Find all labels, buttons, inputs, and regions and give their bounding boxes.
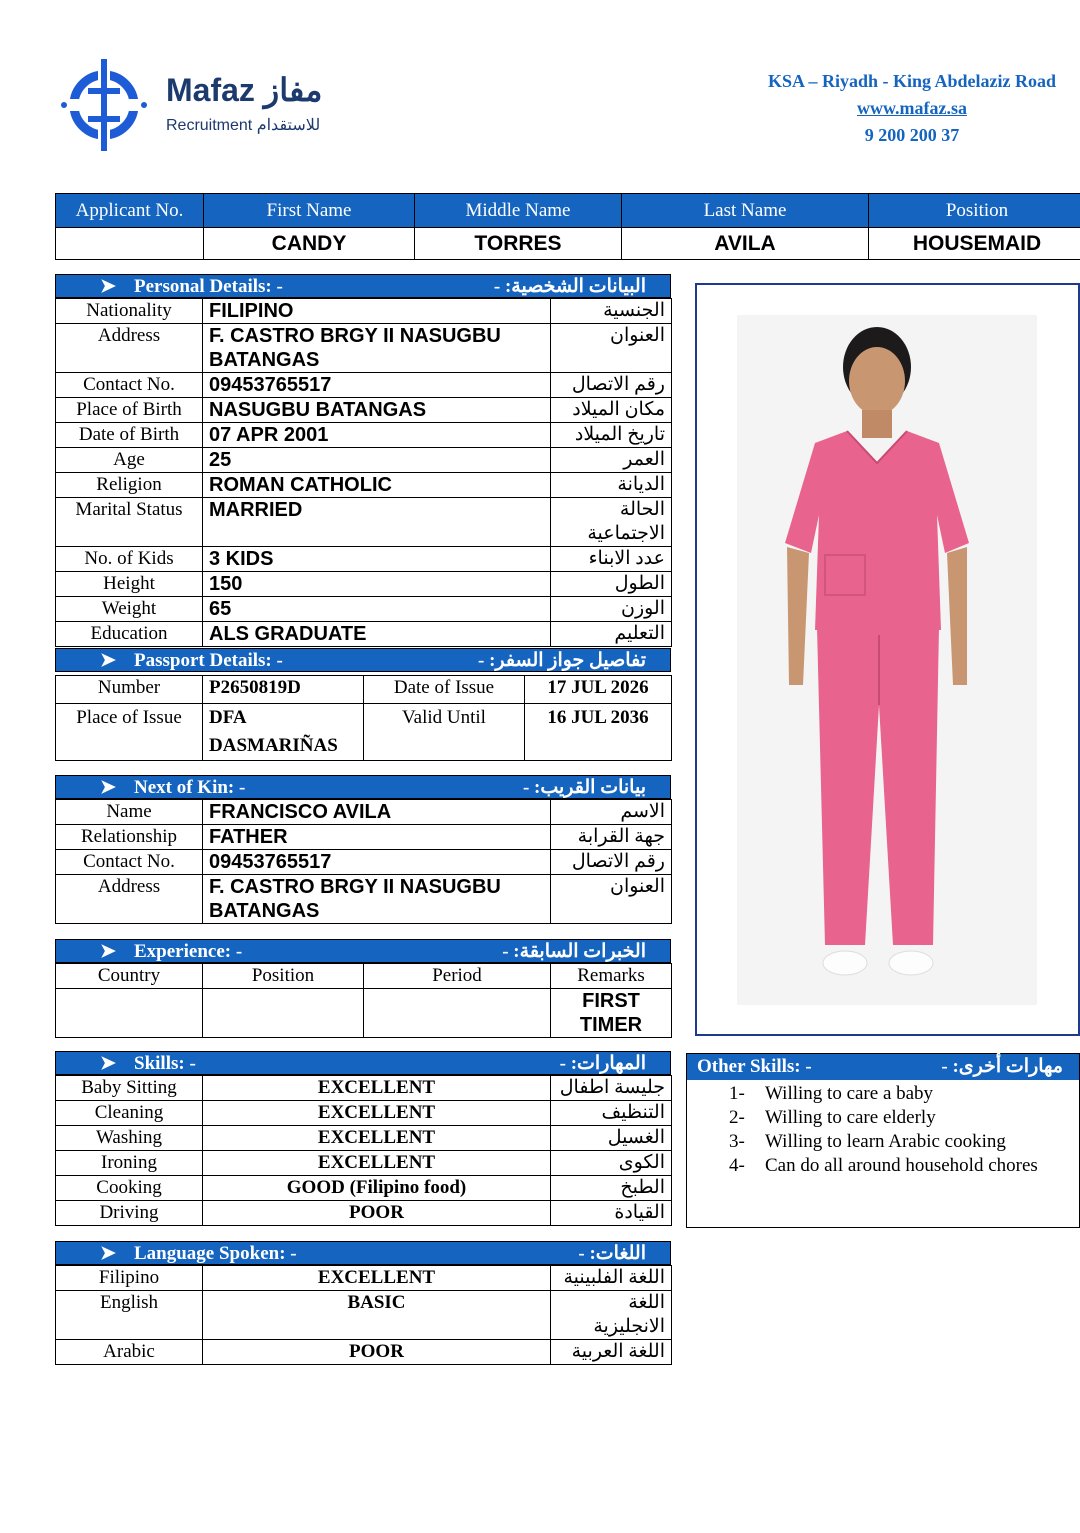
- personal-label: Date of Birth: [56, 423, 203, 448]
- personal-value: 3 KIDS: [203, 547, 551, 572]
- personal-arabic-label: عدد الابناء: [551, 547, 672, 572]
- personal-arabic-label: الطول: [551, 572, 672, 597]
- skill-label: Baby Sitting: [56, 1076, 203, 1101]
- kin-arabic-label: جهة القرابة: [551, 825, 672, 850]
- contact-address: KSA – Riyadh - King Abdelaziz Road: [767, 71, 1056, 91]
- valid-until-label: Valid Until: [364, 704, 525, 761]
- personal-value: NASUGBU BATANGAS: [203, 398, 551, 423]
- skill-arabic-label: الغسيل: [551, 1126, 672, 1151]
- personal-value: ALS GRADUATE: [203, 622, 551, 647]
- personal-label: Weight: [56, 597, 203, 622]
- position-header: Position: [869, 194, 1080, 228]
- personal-row: [56, 572, 672, 597]
- personal-label: Contact No.: [56, 373, 203, 398]
- personal-row: [56, 473, 672, 498]
- other-skill-item: [729, 1154, 1038, 1178]
- applicant-no-value: [56, 228, 204, 260]
- kin-row: [56, 850, 672, 875]
- place-of-issue-value: DFA DASMARIÑAS: [203, 704, 364, 761]
- other-skill-item: [729, 1130, 1038, 1154]
- website-link[interactable]: www.mafaz.sa: [856, 98, 967, 118]
- first-name-value: CANDY: [204, 228, 415, 260]
- skill-value: EXCELLENT: [203, 1101, 551, 1126]
- personal-value: 09453765517: [203, 373, 551, 398]
- exp-period-value: [364, 989, 551, 1038]
- personal-row: [56, 622, 672, 647]
- exp-position-header: Position: [203, 964, 364, 989]
- personal-row: [56, 547, 672, 572]
- exp-country-header: Country: [56, 964, 203, 989]
- other-skill-item: [729, 1106, 1038, 1130]
- skill-arabic-label: جليسة اطفال: [551, 1076, 672, 1101]
- personal-arabic-label: العمر: [551, 448, 672, 473]
- passport-number-label: Number: [56, 676, 203, 704]
- kin-value: FRANCISCO AVILA: [203, 800, 551, 825]
- language-value: BASIC: [203, 1291, 551, 1340]
- personal-arabic-label: الديانة: [551, 473, 672, 498]
- personal-label: Education: [56, 622, 203, 647]
- other-skills-box: [686, 1053, 1080, 1228]
- applicant-photo: [695, 283, 1080, 1036]
- personal-value: 07 APR 2001: [203, 423, 551, 448]
- personal-label: Address: [56, 324, 203, 373]
- language-label: Arabic: [56, 1340, 203, 1365]
- skill-arabic-label: الطبخ: [551, 1176, 672, 1201]
- kin-arabic-label: العنوان: [551, 875, 672, 924]
- skill-value: EXCELLENT: [203, 1076, 551, 1101]
- issue-date-label: Date of Issue: [364, 676, 525, 704]
- language-row: [56, 1340, 672, 1365]
- applicant-table: [55, 193, 1080, 260]
- kin-label: Relationship: [56, 825, 203, 850]
- skill-row: [56, 1176, 672, 1201]
- personal-arabic-label: الوزن: [551, 597, 672, 622]
- kin-label: Name: [56, 800, 203, 825]
- personal-arabic-label: العنوان: [551, 324, 672, 373]
- exp-remarks-value: FIRST TIMER: [551, 989, 672, 1038]
- skill-row: [56, 1076, 672, 1101]
- place-of-issue-label: Place of Issue: [56, 704, 203, 761]
- language-row: [56, 1291, 672, 1340]
- personal-value: MARRIED: [203, 498, 551, 547]
- other-skills-list: [729, 1082, 1038, 1178]
- next-of-kin-header: ➤ Next of Kin: - بيانات القريب: -: [55, 775, 671, 799]
- personal-value: 150: [203, 572, 551, 597]
- personal-label: No. of Kids: [56, 547, 203, 572]
- personal-arabic-label: مكان الميلاد: [551, 398, 672, 423]
- personal-label: Marital Status: [56, 498, 203, 547]
- skills-header: ➤ Skills: - المهارات: -: [55, 1051, 671, 1075]
- skill-value: EXCELLENT: [203, 1126, 551, 1151]
- personal-arabic-label: تاريخ الميلاد: [551, 423, 672, 448]
- language-label: English: [56, 1291, 203, 1340]
- other-skill-number: 3-: [729, 1131, 745, 1152]
- experience-table: [55, 963, 672, 1038]
- personal-row: [56, 597, 672, 622]
- language-row: [56, 1266, 672, 1291]
- last-name-value: AVILA: [622, 228, 869, 260]
- personal-row: [56, 299, 672, 324]
- personal-arabic-label: التعليم: [551, 622, 672, 647]
- other-skill-text: Willing to care a baby: [765, 1083, 934, 1104]
- exp-country-value: [56, 989, 203, 1038]
- language-arabic-label: اللغة العربية: [551, 1340, 672, 1365]
- personal-arabic-label: رقم الاتصال: [551, 373, 672, 398]
- brand-logo: [58, 55, 358, 155]
- kin-value: FATHER: [203, 825, 551, 850]
- position-value: HOUSEMAID: [869, 228, 1080, 260]
- skill-label: Cooking: [56, 1176, 203, 1201]
- personal-row: [56, 324, 672, 373]
- contact-phone: 9 200 200 37: [864, 125, 960, 145]
- skill-row: [56, 1126, 672, 1151]
- personal-arabic-label: الجنسية: [551, 299, 672, 324]
- skill-arabic-label: الكوى: [551, 1151, 672, 1176]
- next-of-kin-table: [55, 799, 672, 924]
- last-name-header: Last Name: [622, 194, 869, 228]
- arrow-bullet-icon: ➤: [100, 650, 116, 671]
- other-skill-item: [729, 1082, 1038, 1106]
- arrow-bullet-icon: ➤: [100, 1053, 116, 1074]
- exp-position-value: [203, 989, 364, 1038]
- skill-label: Driving: [56, 1201, 203, 1226]
- personal-details-table: [55, 298, 672, 647]
- contact-block: [768, 68, 1056, 149]
- passport-number-value: P2650819D: [203, 676, 364, 704]
- brand-subtitle: Recruitment للاستقدام: [166, 117, 321, 134]
- other-skills-header: Other Skills: - مهارات أخرى: -: [687, 1054, 1079, 1080]
- kin-label: Address: [56, 875, 203, 924]
- personal-value: F. CASTRO BRGY II NASUGBU BATANGAS: [203, 324, 551, 373]
- personal-value: ROMAN CATHOLIC: [203, 473, 551, 498]
- personal-label: Age: [56, 448, 203, 473]
- applicant-photo-illustration: [697, 285, 1078, 1034]
- valid-until-value: 16 JUL 2036: [525, 704, 672, 761]
- kin-arabic-label: رقم الاتصال: [551, 850, 672, 875]
- personal-label: Height: [56, 572, 203, 597]
- language-header: ➤ Language Spoken: - اللغات: -: [55, 1241, 671, 1265]
- skill-value: POOR: [203, 1201, 551, 1226]
- language-value: POOR: [203, 1340, 551, 1365]
- personal-label: Religion: [56, 473, 203, 498]
- skill-label: Cleaning: [56, 1101, 203, 1126]
- personal-label: Place of Birth: [56, 398, 203, 423]
- exp-remarks-header: Remarks: [551, 964, 672, 989]
- language-label: Filipino: [56, 1266, 203, 1291]
- skills-table: [55, 1075, 672, 1226]
- middle-name-value: TORRES: [415, 228, 622, 260]
- mafaz-logo-icon: [58, 55, 150, 155]
- kin-row: [56, 825, 672, 850]
- skill-label: Washing: [56, 1126, 203, 1151]
- skill-arabic-label: القيادة: [551, 1201, 672, 1226]
- other-skill-text: Willing to learn Arabic cooking: [765, 1131, 1006, 1152]
- kin-row: [56, 800, 672, 825]
- passport-table: [55, 675, 672, 761]
- brand-name: Mafaz مفاز: [166, 72, 323, 108]
- exp-period-header: Period: [364, 964, 551, 989]
- personal-row: [56, 498, 672, 547]
- first-name-header: First Name: [204, 194, 415, 228]
- other-skill-text: Willing to care elderly: [765, 1107, 936, 1128]
- personal-value: 65: [203, 597, 551, 622]
- kin-arabic-label: الاسم: [551, 800, 672, 825]
- kin-row: [56, 875, 672, 924]
- issue-date-value: 17 JUL 2026: [525, 676, 672, 704]
- skill-value: GOOD (Filipino food): [203, 1176, 551, 1201]
- language-arabic-label: اللغة الفلبينية: [551, 1266, 672, 1291]
- other-skill-number: 4-: [729, 1155, 745, 1176]
- personal-value: FILIPINO: [203, 299, 551, 324]
- personal-row: [56, 373, 672, 398]
- personal-row: [56, 398, 672, 423]
- personal-label: Nationality: [56, 299, 203, 324]
- other-skill-number: 1-: [729, 1083, 745, 1104]
- skill-label: Ironing: [56, 1151, 203, 1176]
- language-table: [55, 1265, 672, 1365]
- kin-value: F. CASTRO BRGY II NASUGBU BATANGAS: [203, 875, 551, 924]
- kin-label: Contact No.: [56, 850, 203, 875]
- other-skill-text: Can do all around household chores: [765, 1155, 1038, 1176]
- personal-value: 25: [203, 448, 551, 473]
- personal-details-header: ➤ Personal Details: - البيانات الشخصية: -: [55, 274, 671, 298]
- language-value: EXCELLENT: [203, 1266, 551, 1291]
- arrow-bullet-icon: ➤: [100, 1243, 116, 1264]
- skill-row: [56, 1151, 672, 1176]
- language-arabic-label: اللغة الانجليزية: [551, 1291, 672, 1340]
- skill-row: [56, 1101, 672, 1126]
- personal-arabic-label: الحالة الاجتماعية: [551, 498, 672, 547]
- kin-value: 09453765517: [203, 850, 551, 875]
- applicant-no-header: Applicant No.: [56, 194, 204, 228]
- arrow-bullet-icon: ➤: [100, 941, 116, 962]
- skill-row: [56, 1201, 672, 1226]
- personal-row: [56, 448, 672, 473]
- skill-arabic-label: التنظيف: [551, 1101, 672, 1126]
- arrow-bullet-icon: ➤: [100, 276, 116, 297]
- arrow-bullet-icon: ➤: [100, 777, 116, 798]
- other-skill-number: 2-: [729, 1107, 745, 1128]
- personal-row: [56, 423, 672, 448]
- experience-header: ➤ Experience: - الخبرات السابقة: -: [55, 939, 671, 963]
- middle-name-header: Middle Name: [415, 194, 622, 228]
- skill-value: EXCELLENT: [203, 1151, 551, 1176]
- passport-details-header: ➤ Passport Details: - تفاصيل جواز السفر: -: [55, 648, 671, 672]
